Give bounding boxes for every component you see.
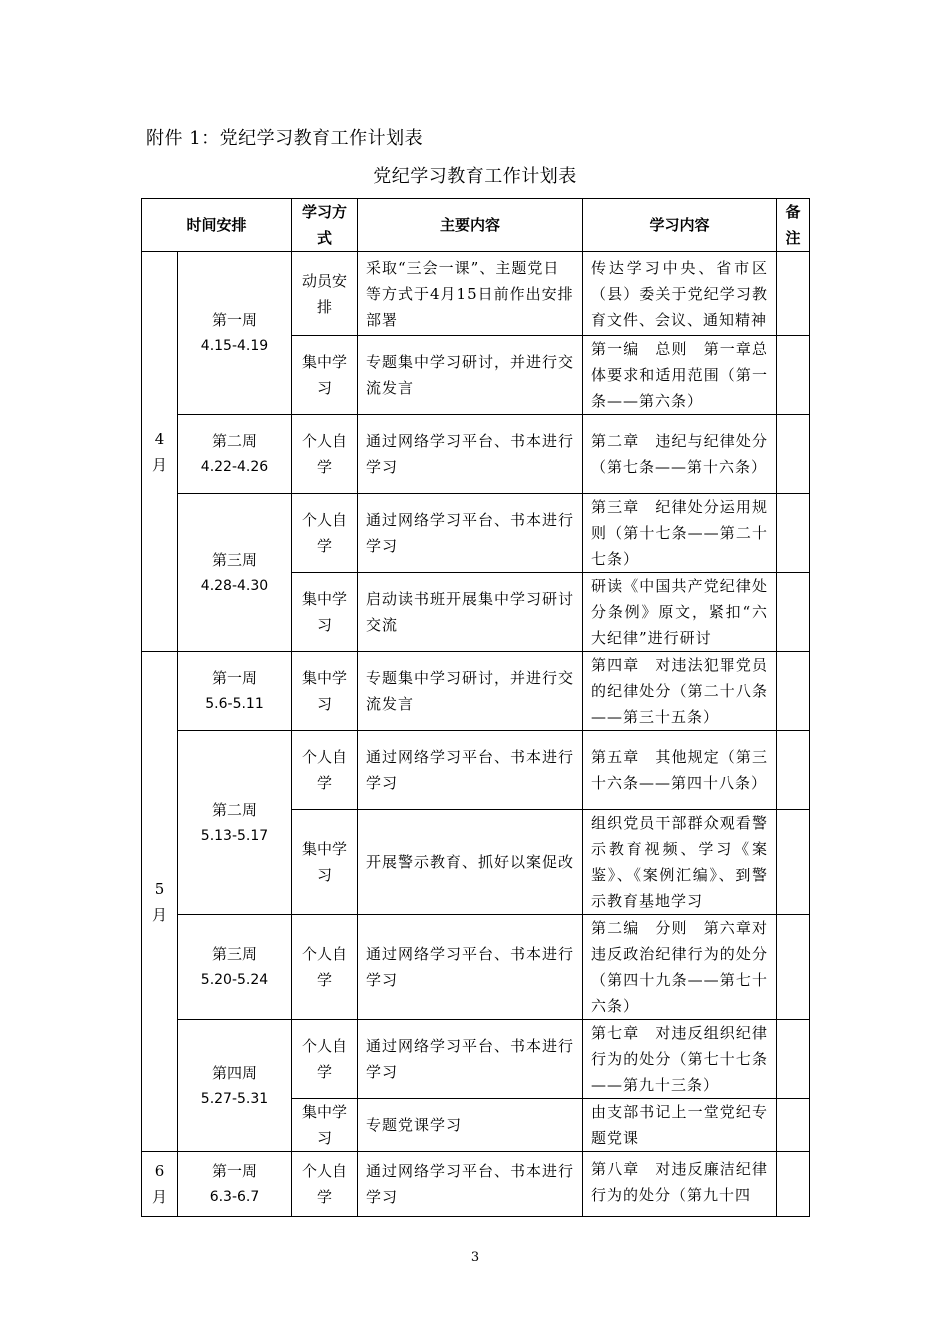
week-label: 第一周 — [212, 311, 258, 329]
mode-cell: 个人自学 — [292, 731, 358, 810]
table-row — [142, 1020, 810, 1099]
content-cell: 由支部书记上一堂党纪专题党课 — [583, 1099, 777, 1152]
month-may: 5月 — [142, 652, 178, 1152]
plan-table — [141, 198, 810, 1217]
mode-cell: 集中学习 — [292, 810, 358, 915]
attachment-title: 附件 1：党纪学习教育工作计划表 — [146, 128, 424, 149]
content-cell: 第四章 对违法犯罪党员的纪律处分（第二十八条——第三十五条） — [583, 652, 777, 731]
mode-cell: 集中学习 — [292, 336, 358, 415]
month-april: 4月 — [142, 252, 178, 652]
table-row — [142, 731, 810, 810]
mode-cell: 动员安排 — [292, 252, 358, 336]
mode-cell: 个人自学 — [292, 494, 358, 573]
week-label: 第三周 — [212, 550, 258, 569]
page-number: 3 — [470, 1250, 480, 1265]
week-cell — [178, 731, 292, 915]
note-cell — [777, 336, 810, 415]
week-label: 第一周 — [212, 669, 258, 687]
content-cell: 第七章 对违反组织纪律行为的处分（第七十七条——第九十三条） — [583, 1020, 777, 1099]
table-row — [142, 1152, 810, 1217]
note-cell — [777, 810, 810, 915]
header-time: 时间安排 — [142, 199, 292, 252]
week-cell — [178, 915, 292, 1020]
table-row — [142, 915, 810, 1020]
note-cell — [777, 731, 810, 810]
note-cell — [777, 1020, 810, 1099]
week-dates: 6.3-6.7 — [209, 1189, 260, 1205]
month-june: 6月 — [142, 1152, 178, 1217]
note-cell — [777, 494, 810, 573]
main-cell: 开展警示教育、抓好以案促改 — [358, 810, 583, 915]
content-cell: 传达学习中央、省市区（县）委关于党纪学习教育文件、会议、通知精神 — [583, 252, 777, 336]
mode-cell: 个人自学 — [292, 415, 358, 494]
week-dates: 4.15-4.19 — [200, 338, 269, 354]
week-cell — [178, 415, 292, 494]
week-label: 第二周 — [212, 800, 258, 819]
mode-cell: 个人自学 — [292, 1152, 358, 1217]
mode-cell: 集中学习 — [292, 1099, 358, 1152]
week-cell — [178, 652, 292, 731]
week-label: 第三周 — [212, 945, 258, 963]
main-cell: 专题集中学习研讨，并进行交流发言 — [358, 336, 583, 415]
week-dates: 5.13-5.17 — [200, 827, 269, 844]
content-cell: 第一编 总则 第一章总体要求和适用范围（第一条——第六条） — [583, 336, 777, 415]
note-cell — [777, 652, 810, 731]
header-content: 学习内容 — [583, 199, 777, 252]
content-cell: 第二编 分则 第六章对违反政治纪律行为的处分（第四十九条——第七十六条） — [583, 915, 777, 1020]
table-row — [142, 415, 810, 494]
main-cell: 专题党课学习 — [358, 1099, 583, 1152]
week-cell — [178, 1020, 292, 1152]
week-cell — [178, 1152, 292, 1217]
header-row — [142, 199, 810, 252]
header-main: 主要内容 — [358, 199, 583, 252]
main-cell: 通过网络学习平台、书本进行学习 — [358, 731, 583, 810]
week-label: 第四周 — [212, 1063, 258, 1082]
content-cell: 第五章 其他规定（第三十六条——第四十八条） — [583, 731, 777, 810]
main-cell: 采取“三会一课”、主题党日等方式于4月15日前作出安排部署 — [358, 252, 583, 336]
mode-cell: 集中学习 — [292, 573, 358, 652]
main-cell: 通过网络学习平台、书本进行学习 — [358, 1152, 583, 1217]
week-dates: 5.20-5.24 — [200, 972, 269, 988]
main-cell: 通过网络学习平台、书本进行学习 — [358, 494, 583, 573]
table-title: 党纪学习教育工作计划表 — [373, 166, 577, 187]
main-cell: 启动读书班开展集中学习研讨交流 — [358, 573, 583, 652]
mode-cell: 个人自学 — [292, 1020, 358, 1099]
week-dates: 4.28-4.30 — [200, 577, 269, 594]
note-cell — [777, 915, 810, 1020]
table-row — [142, 652, 810, 731]
main-cell: 通过网络学习平台、书本进行学习 — [358, 1020, 583, 1099]
main-cell: 专题集中学习研讨，并进行交流发言 — [358, 652, 583, 731]
table-row — [142, 494, 810, 573]
main-cell: 通过网络学习平台、书本进行学习 — [358, 415, 583, 494]
note-cell — [777, 1099, 810, 1152]
table-row — [142, 252, 810, 336]
mode-cell: 个人自学 — [292, 915, 358, 1020]
week-cell — [178, 494, 292, 652]
content-cell: 第二章 违纪与纪律处分（第七条——第十六条） — [583, 415, 777, 494]
note-cell — [777, 415, 810, 494]
week-dates: 4.22-4.26 — [200, 459, 269, 475]
content-cell: 组织党员干部群众观看警示教育视频、学习《案鉴》、《案例汇编》、到警示教育基地学习 — [583, 810, 777, 915]
main-cell: 通过网络学习平台、书本进行学习 — [358, 915, 583, 1020]
content-cell: 研读《中国共产党纪律处分条例》原文，紧扣“六大纪律”进行研讨 — [583, 573, 777, 652]
week-dates: 5.27-5.31 — [200, 1090, 269, 1107]
content-cell: 第八章 对违反廉洁纪律行为的处分（第九十四 — [583, 1152, 777, 1217]
note-cell — [777, 1152, 810, 1217]
note-cell — [777, 573, 810, 652]
note-cell — [777, 252, 810, 336]
week-label: 第二周 — [212, 432, 258, 450]
mode-cell: 集中学习 — [292, 652, 358, 731]
content-cell: 第三章 纪律处分运用规则（第十七条——第二十七条） — [583, 494, 777, 573]
week-label: 第一周 — [212, 1162, 258, 1180]
week-dates: 5.6-5.11 — [205, 696, 264, 712]
header-note: 备注 — [777, 199, 810, 252]
header-mode: 学习方式 — [292, 199, 358, 252]
week-cell — [178, 252, 292, 415]
